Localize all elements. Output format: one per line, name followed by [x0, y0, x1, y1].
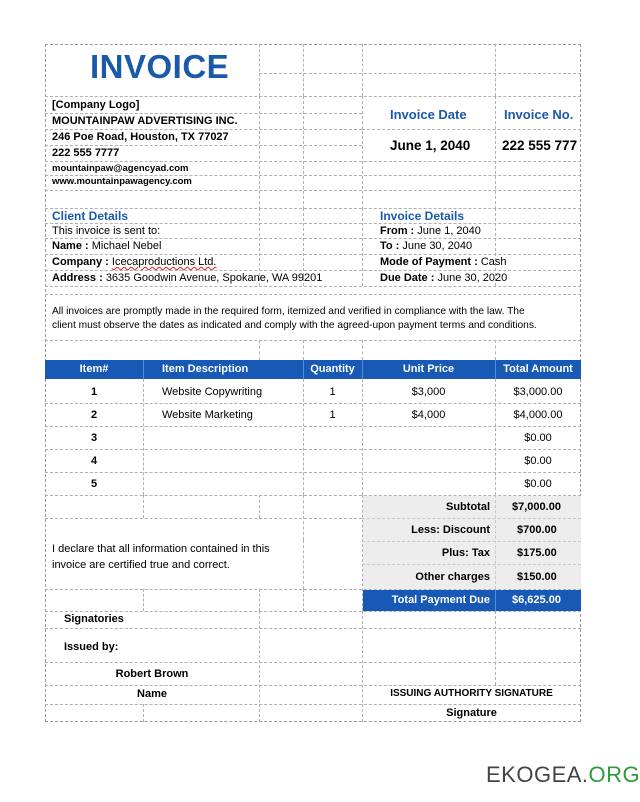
row-description: Website Copywriting [162, 386, 263, 398]
client-sent-to: This invoice is sent to: [52, 225, 161, 237]
client-address-label: Address : [52, 272, 103, 284]
company-logo-placeholder: [Company Logo] [52, 99, 140, 111]
logo-suffix-text: ORG [588, 762, 640, 787]
tax-value: $175.00 [517, 547, 557, 559]
issuer-name: Robert Brown [115, 668, 189, 680]
logo-main-text: EKOGEA. [486, 762, 589, 787]
client-details-heading: Client Details [52, 209, 129, 223]
declaration-line-1: I declare that all information contained in this [52, 543, 270, 555]
other-charges-value: $150.00 [517, 571, 557, 583]
payment-mode-value: Cash [480, 256, 507, 268]
client-name-value: Michael Nebel [91, 240, 162, 252]
client-name-label: Name : [52, 240, 89, 252]
other-charges-label: Other charges [415, 571, 490, 583]
signatories-label: Signatories [64, 613, 124, 625]
row-total: $0.00 [524, 432, 552, 444]
subtotal-value: $7,000.00 [512, 501, 561, 513]
company-name: MOUNTAINPAW ADVERTISING INC. [52, 115, 238, 127]
row-item-number: 4 [90, 455, 98, 467]
issued-by-label: Issued by: [64, 641, 119, 653]
client-name-row [52, 240, 161, 252]
invoice-date-label: Invoice Date [390, 107, 467, 122]
invoice-details-heading: Invoice Details [380, 209, 465, 223]
name-caption: Name [137, 688, 167, 700]
client-company-label: Company : [52, 256, 109, 268]
declaration-line-2: invoice are certified true and correct. [52, 559, 230, 571]
due-date-label: Due Date : [380, 272, 435, 284]
to-row [380, 240, 472, 252]
row-quantity: 1 [329, 386, 336, 398]
invoice-number-value: 222 555 777 [502, 138, 578, 153]
header-quantity: Quantity [310, 363, 355, 375]
from-label: From : [380, 225, 415, 237]
to-label: To : [380, 240, 400, 252]
company-website: www.mountainpawagency.com [52, 176, 192, 187]
payment-mode-row [380, 256, 507, 268]
client-company-row [52, 256, 216, 268]
invoice-title: INVOICE [90, 48, 230, 85]
from-value: June 1, 2040 [417, 225, 481, 237]
terms-line-2: client must observe the dates as indicated and comply with the agreed-upon payment terms and conditions. [52, 320, 537, 331]
company-address: 246 Poe Road, Houston, TX 77027 [52, 131, 229, 143]
row-total: $4,000.00 [513, 409, 563, 421]
due-date-row [380, 272, 507, 284]
ekogea-logo [486, 762, 640, 788]
header-unit-price: Unit Price [402, 363, 455, 375]
total-payment-label: Total Payment Due [391, 594, 490, 606]
discount-value: $700.00 [517, 524, 557, 536]
header-item-description: Item Description [162, 363, 249, 375]
row-item-number: 1 [90, 386, 98, 398]
total-payment-value: $6,625.00 [512, 594, 561, 606]
row-quantity: 1 [329, 409, 336, 421]
company-email: mountainpaw@agencyad.com [52, 163, 189, 174]
client-address-row [52, 272, 322, 284]
row-total: $0.00 [524, 478, 552, 490]
to-value: June 30, 2040 [402, 240, 473, 252]
row-total: $0.00 [524, 455, 552, 467]
row-item-number: 2 [90, 409, 98, 421]
company-phone: 222 555 7777 [52, 147, 120, 159]
due-date-value: June 30, 2020 [437, 272, 508, 284]
header-item-number: Item# [79, 363, 109, 375]
subtotal-label: Subtotal [446, 501, 490, 513]
row-total: $3,000.00 [513, 386, 563, 398]
discount-label: Less: Discount [411, 524, 490, 536]
tax-label: Plus: Tax [441, 547, 490, 559]
row-description: Website Marketing [162, 409, 253, 421]
client-address-value: 3635 Goodwin Avenue, Spokane, WA 99201 [105, 272, 323, 284]
invoice-date-value: June 1, 2040 [390, 138, 471, 153]
signature-caption: Signature [446, 707, 497, 719]
row-item-number: 3 [90, 432, 98, 444]
row-item-number: 5 [90, 478, 98, 490]
terms-line-1: All invoices are promptly made in the required form, itemized and verified in compliance with the law. The [52, 306, 525, 317]
from-row [380, 225, 481, 237]
client-company-value: Icecaproductions Ltd. [111, 256, 217, 268]
issuing-authority-caption: ISSUING AUTHORITY SIGNATURE [390, 688, 553, 699]
invoice-number-label: Invoice No. [504, 107, 574, 122]
row-unit-price: $4,000 [411, 409, 446, 421]
payment-mode-label: Mode of Payment : [380, 256, 478, 268]
header-total-amount: Total Amount [503, 363, 573, 375]
row-unit-price: $3,000 [411, 386, 446, 398]
